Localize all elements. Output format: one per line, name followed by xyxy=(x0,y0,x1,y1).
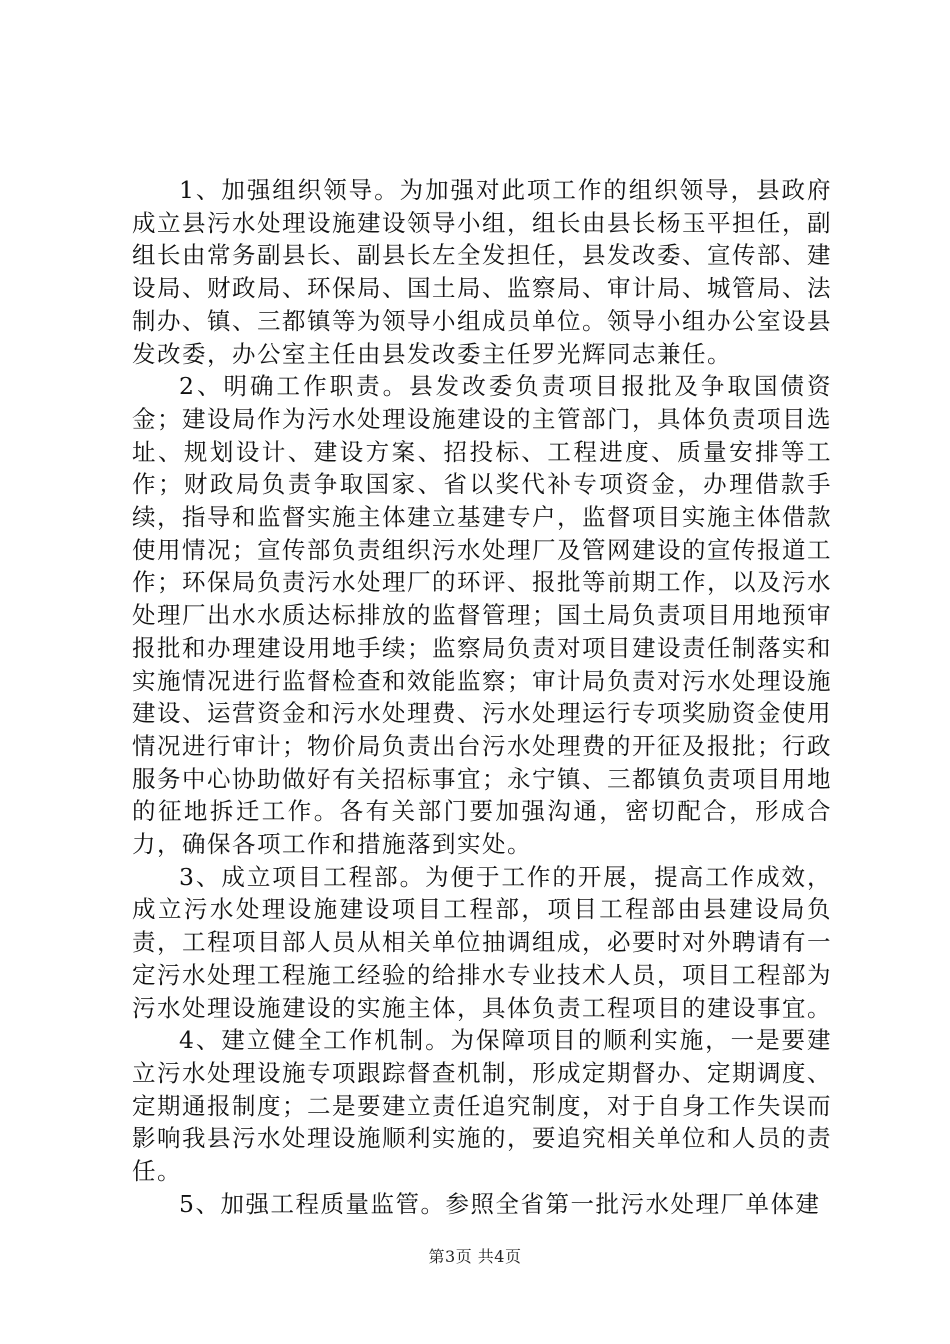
paragraph-4: 4、建立健全工作机制。为保障项目的顺利实施，一是要建立污水处理设施专项跟踪督查机制，形成定期督办、定期调度、定期通报制度；二是要建立责任追究制度，对于自身工作失误而影响我县污水处理设施顺利实施的，要追究相关单位和人员的责任。 xyxy=(132,1026,832,1186)
paragraph-2: 2、明确工作职责。县发改委负责项目报批及争取国债资金；建设局作为污水处理设施建设的主管部门，具体负责项目选址、规划设计、建设方案、招投标、工程进度、质量安排等工作；财政局负责争取国家、省以奖代补专项资金，办理借款手续，指导和监督实施主体建立基建专户，监督项目实施主体借款使用情况；宣传部负责组织污水处理厂及管网建设的宣传报道工作；环保局负责污水处理厂的环评、报批等前期工作，以及污水处理厂出水水质达标排放的监督管理；国土局负责项目用地预审报批和办理建设用地手续；监察局负责对项目建设责任制落实和实施情况进行监督检查和效能监察；审计局负责对污水处理设施建设、运营资金和污水处理费、污水处理运行专项奖励资金使用情况进行审计；物价局负责出台污水处理费的开征及报批；行政服务中心协助做好有关招标事宜；永宁镇、三都镇负责项目用地的征地拆迁工作。各有关部门要加强沟通，密切配合，形成合力，确保各项工作和措施落到实处。 xyxy=(132,372,832,859)
paragraph-1: 1、加强组织领导。为加强对此项工作的组织领导，县政府成立县污水处理设施建设领导小组，组长由县长杨玉平担任，副组长由常务副县长、副县长左全发担任，县发改委、宣传部、建设局、财政局、环保局、国土局、监察局、审计局、城管局、法制办、镇、三都镇等为领导小组成员单位。领导小组办公室设县发改委，办公室主任由县发改委主任罗光辉同志兼任。 xyxy=(132,176,832,368)
document-body xyxy=(132,174,832,1221)
page-number-footer: 第3页 共4页 xyxy=(428,1247,522,1266)
paragraph-5: 5、加强工程质量监管。参照全省第一批污水处理厂单体建 xyxy=(179,1189,821,1218)
paragraph-3: 3、成立项目工程部。为便于工作的开展，提高工作成效，成立污水处理设施建设项目工程部，项目工程部由县建设局负责，工程项目部人员从相关单位抽调组成，必要时对外聘请有一定污水处理工程施工经验的给排水专业技术人员，项目工程部为污水处理设施建设的实施主体，具体负责工程项目的建设事宜。 xyxy=(132,862,832,1022)
